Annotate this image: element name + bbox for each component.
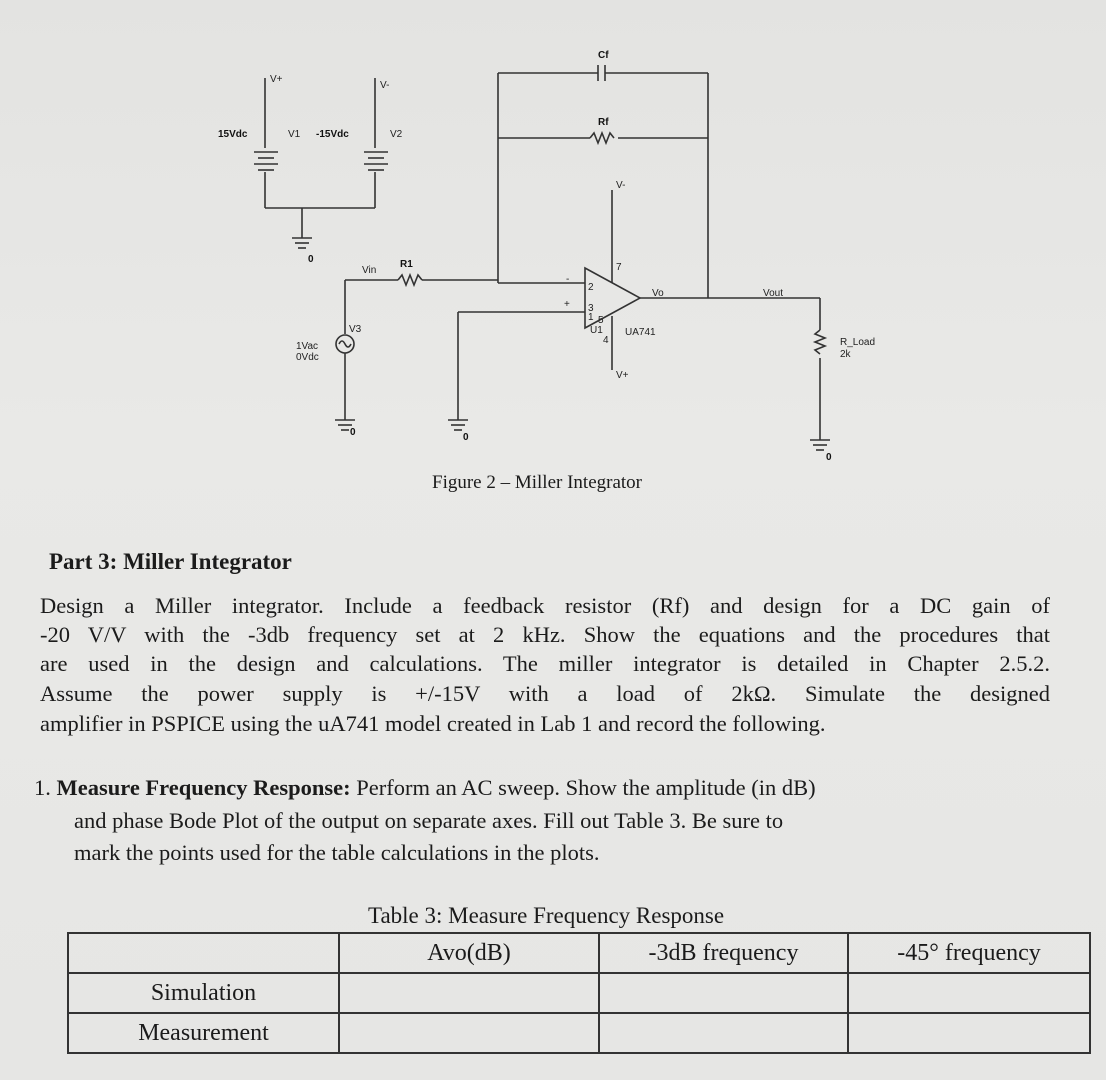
opamp-minus-label: - [566,274,570,285]
opamp-plus-label: + [564,299,570,310]
table-cell[interactable] [599,1013,848,1053]
table-row [68,1013,1090,1053]
table-header-cell-0 [68,933,339,973]
part3-line-2: -20 V/V with the -3db frequency set at 2 kHz. Show the equations and the procedures that [40,622,1050,647]
part3-line-4: Assume the power supply is +/-15V with a load of 2kΩ. Simulate the designed [40,681,1050,706]
v2-name-label: V2 [390,129,403,140]
r1-label: R1 [400,259,413,270]
item1-heading: Measure Frequency Response: [56,775,351,800]
item1-line-3: mark the points used for the table calculations in the plots. [74,840,600,865]
part3-title: Part 3: Miller Integrator [49,549,292,574]
vminus-src-label: V- [616,180,626,191]
frequency-response-table [67,932,1091,1054]
pin7-label: 7 [616,262,622,273]
rf-label: Rf [598,117,609,128]
part3-line-1: Design a Miller integrator. Include a feedback resistor (Rf) and design for a DC gain of [40,593,1050,618]
table-cell[interactable] [339,973,599,1013]
vplus-opamp-label: V+ [616,370,629,381]
v3-label: V3 [349,324,362,335]
vdc-label: 0Vdc [296,352,319,363]
v1-name-label: V1 [288,129,301,140]
vout-label: Vout [763,288,784,299]
ground-label-3: 0 [463,432,469,443]
vplus-top-label: V+ [270,74,283,85]
table-cell[interactable] [848,1013,1090,1053]
table-cell[interactable] [599,973,848,1013]
miller-integrator-schematic [0,0,1106,470]
item1-number: 1. [34,775,51,800]
ground-label: 0 [308,254,314,265]
table-header-3db: -3dB frequency [599,933,848,973]
item1-line-1 [34,772,1064,804]
cf-label: Cf [598,50,609,61]
table-header-avo: Avo(dB) [339,933,599,973]
part3-line-3: are used in the design and calculations. The miller integrator is detailed in Chapter 2.5.2. [40,651,1050,676]
v1-value-label: 15Vdc [218,129,248,140]
table-header-45deg: -45° frequency [848,933,1090,973]
rload-label: R_Load [840,337,876,348]
vminus-top-label: V- [380,80,390,91]
pin1-label: 1 [588,312,594,323]
pin5-label: 5 [598,315,604,326]
table-row-label-simulation: Simulation [68,973,339,1013]
item1-text-1: Perform an AC sweep. Show the amplitude (in dB) [356,775,816,800]
table-row [68,973,1090,1013]
rload-value-label: 2k [840,349,851,360]
table-cell[interactable] [848,973,1090,1013]
figure-caption: Figure 2 – Miller Integrator [432,472,643,493]
part3-line-5: amplifier in PSPICE using the uA741 model created in Lab 1 and record the following. [40,711,826,736]
table3-caption: Table 3: Measure Frequency Response [368,903,725,928]
table-row-label-measurement: Measurement [68,1013,339,1053]
ground-label-2: 0 [350,427,356,438]
vo-label: Vo [652,288,664,299]
pin4-label: 4 [603,335,609,346]
u1-label: U1 [590,325,603,336]
pin3-label: 3 [588,303,594,314]
vin-label: Vin [362,265,377,276]
ground-label-4: 0 [826,452,832,463]
v2-value-label: -15Vdc [316,129,349,140]
vac-label: 1Vac [296,341,319,352]
table-cell[interactable] [339,1013,599,1053]
ua741-label: UA741 [625,327,656,338]
pin2-label: 2 [588,282,594,293]
table-header-row [68,933,1090,973]
item1-line-2: and phase Bode Plot of the output on separate axes. Fill out Table 3. Be sure to [74,808,784,833]
